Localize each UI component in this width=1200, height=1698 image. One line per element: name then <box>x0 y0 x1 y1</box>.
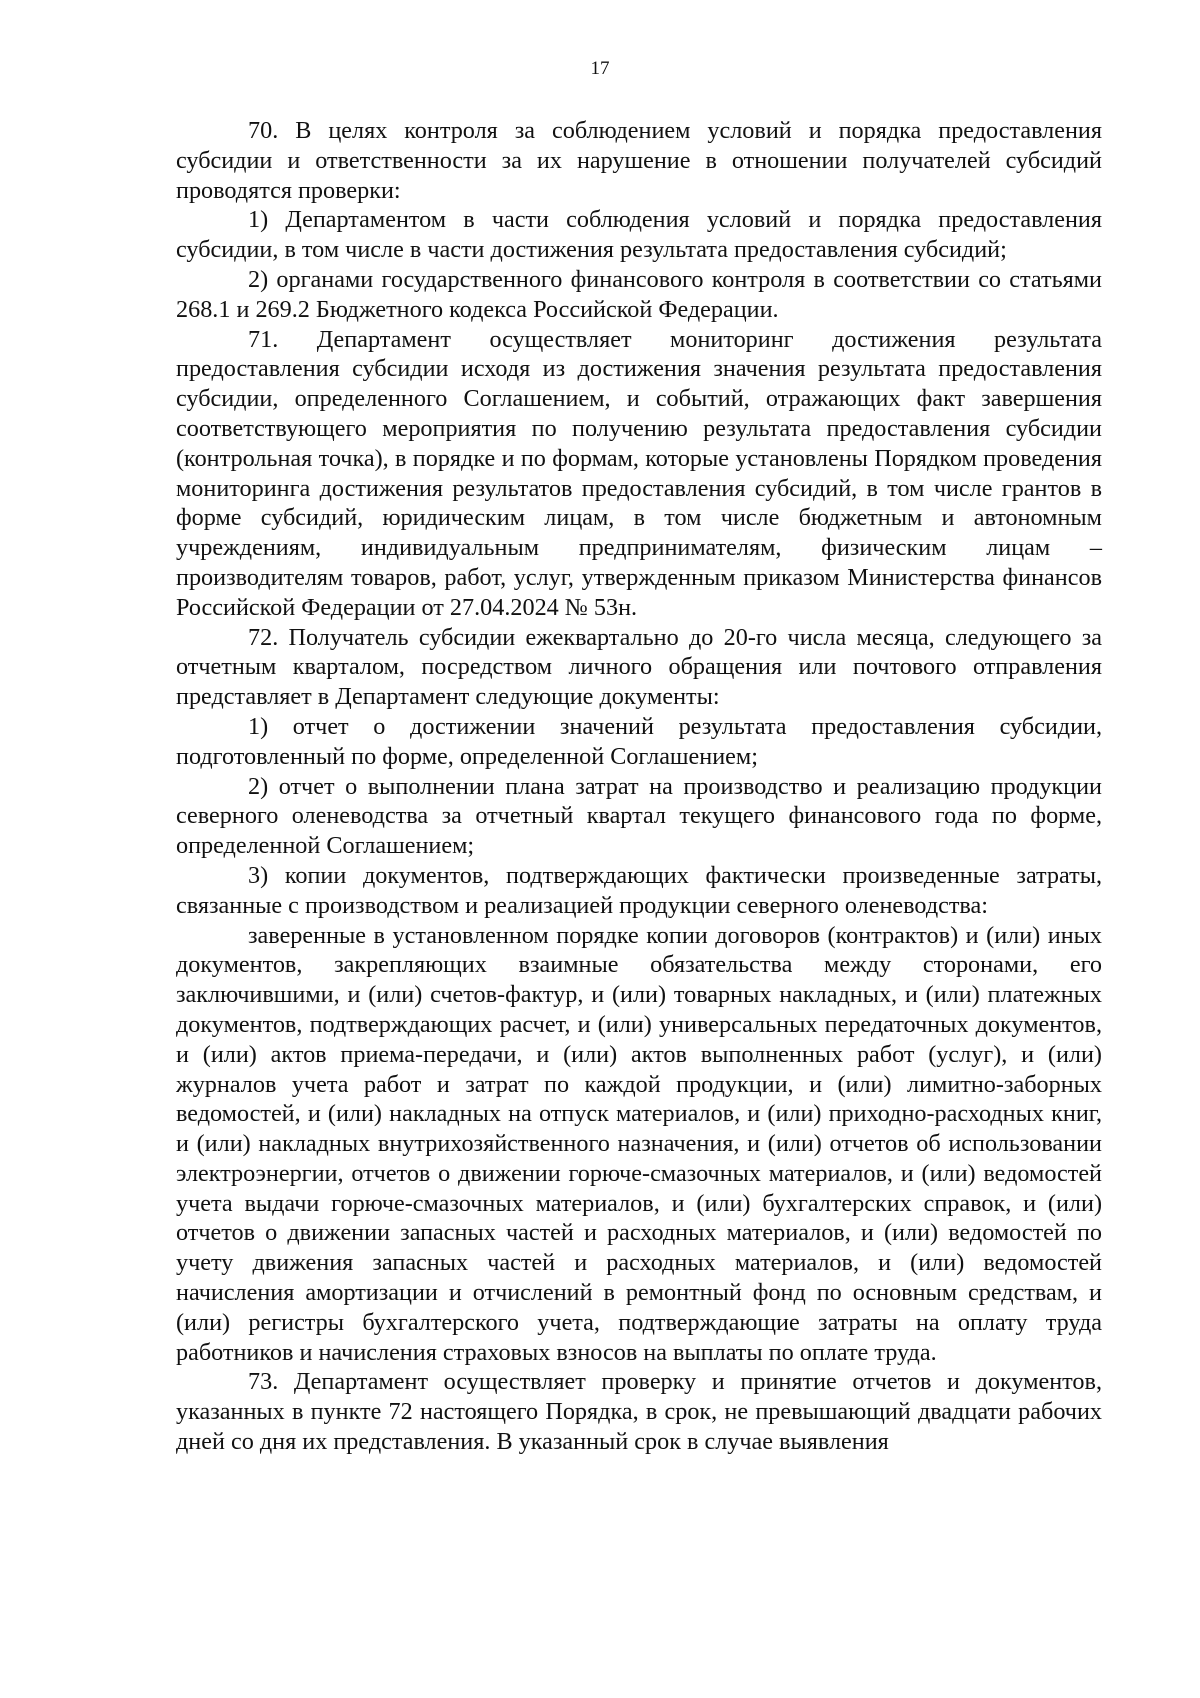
paragraph-72-item-3-details: заверенные в установленном порядке копии договоров (контрактов) и (или) иных документов, закрепляющих взаимные обязательства между сторонами, его заключившими, и (или) счетов-фактур, и (или) товарных накладных, и (или) платежных документов, подтверждающих расчет, и (или) универсальных передаточных документов, и (или) актов приема-передачи, и (или) актов выполненных работ (услуг), и (или) журналов учета работ и затрат по каждой продукции, и (или) лимитно-заборных ведомостей, и (или) накладных на отпуск материалов, и (или) приходно-расходных книг, и (или) накладных внутрихозяйственного назначения, и (или) отчетов об использовании электроэнергии, отчетов о движении горюче-смазочных материалов, и (или) ведомостей учета выдачи горюче-смазочных материалов, и (или) бухгалтерских справок, и (или) отчетов о движении запасных частей и расходных материалов, и (или) ведомостей по учету движения запасных частей и расходных материалов, и (или) ведомостей начисления амортизации и отчислений в ремонтный фонд по основным средствам, и (или) регистры бухгалтерского учета, подтверждающие затраты на оплату труда работников и начисления страховых взносов на выплаты по оплате труда. <box>176 921 1102 1366</box>
paragraph-72-item-1: 1) отчет о достижении значений результата предоставления субсидии, подготовленный по форме, определенной Соглашением; <box>176 712 1102 770</box>
paragraph-70-item-1: 1) Департаментом в части соблюдения условий и порядка предоставления субсидии, в том числе в части достижения результата предоставления субсидий; <box>176 206 1102 264</box>
paragraph-72-item-2: 2) отчет о выполнении плана затрат на производство и реализацию продукции северного оленеводства за отчетный квартал текущего финансового года по форме, определенной Соглашением; <box>176 772 1102 860</box>
page-number: 17 <box>590 58 610 79</box>
paragraph-72-item-3: 3) копии документов, подтверждающих фактически произведенные затраты, связанные с производством и реализацией продукции северного оленеводства: <box>176 861 1102 919</box>
paragraph-70-item-2: 2) органами государственного финансового контроля в соответствии со статьями 268.1 и 269.2 Бюджетного кодекса Российской Федерации. <box>176 265 1102 323</box>
paragraph-72: 72. Получатель субсидии ежеквартально до 20-го числа месяца, следующего за отчетным кварталом, посредством личного обращения или почтового отправления представляет в Департамент следующие документы: <box>176 623 1102 711</box>
paragraph-70: 70. В целях контроля за соблюдением условий и порядка предоставления субсидии и ответственности за их нарушение в отношении получателей субсидий проводятся проверки: <box>176 117 1102 204</box>
paragraph-71: 71. Департамент осуществляет мониторинг достижения результата предоставления субсидии исходя из достижения значения результата предоставления субсидии, определенного Соглашением, и событий, отражающих факт завершения соответствующего мероприятия по получению результата предоставления субсидии (контрольная точка), в порядке и по формам, которые установлены Порядком проведения мониторинга достижения результатов предоставления субсидий, в том числе грантов в форме субсидий, юридическим лицам, в том числе бюджетным и автономным учреждениям, индивидуальным предпринимателям, физическим лицам – производителям товаров, работ, услуг, утвержденным приказом Министерства финансов Российской Федерации от 27.04.2024 № 53н. <box>176 325 1102 621</box>
paragraph-73: 73. Департамент осуществляет проверку и принятие отчетов и документов, указанных в пункте 72 настоящего Порядка, в срок, не превышающий двадцати рабочих дней со дня их представления. В указанный срок в случае выявления <box>176 1368 1102 1456</box>
document-body <box>176 116 1102 1457</box>
